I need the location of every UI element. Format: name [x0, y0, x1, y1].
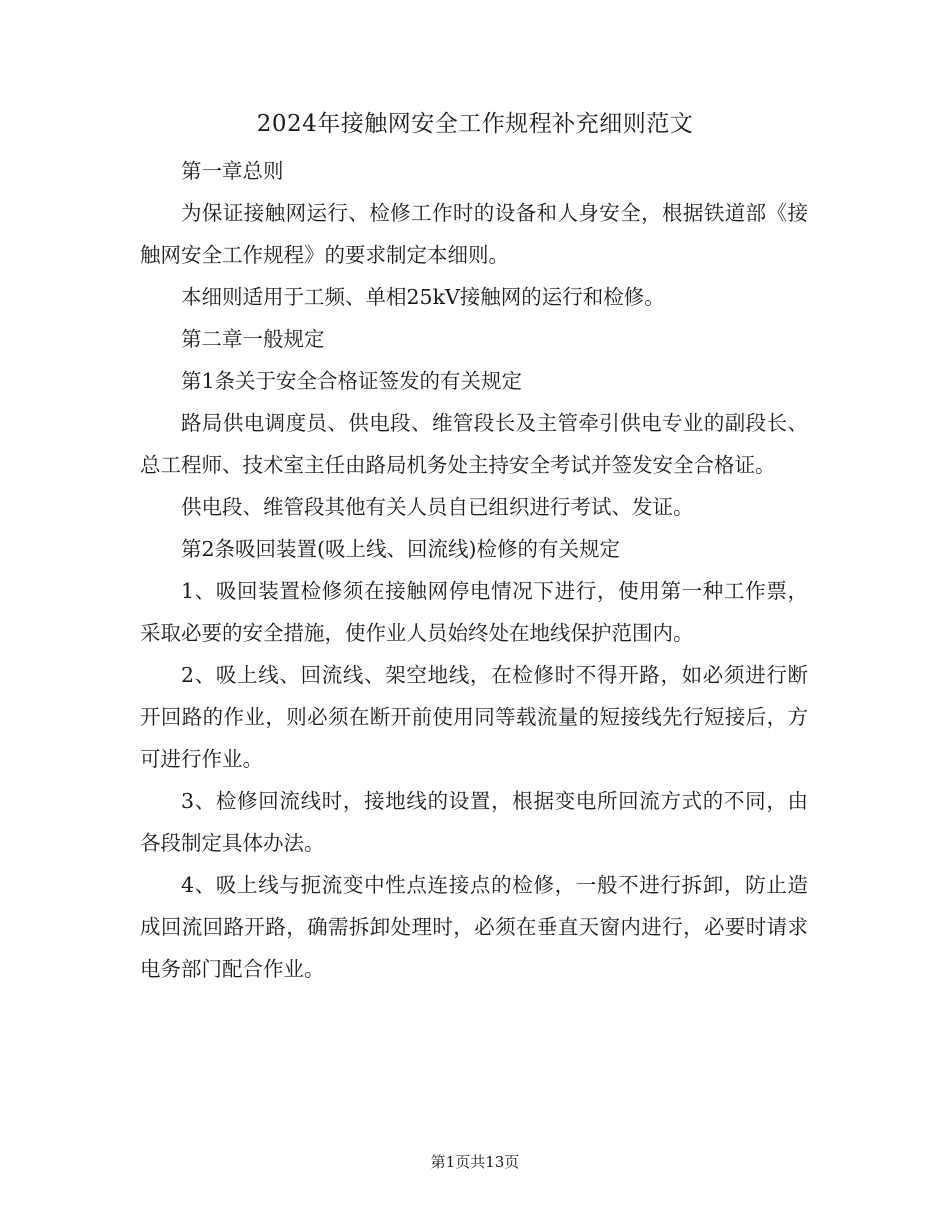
- list-item: 1、吸回装置检修须在接触网停电情况下进行，使用第一种工作票，采取必要的安全措施，使作业人员始终处在地线保护范围内。: [140, 579, 808, 645]
- paragraph: 供电段、维管段其他有关人员自已组织进行考试、发证。: [181, 495, 694, 519]
- paragraph: 路局供电调度员、供电段、维管段长及主管牵引供电专业的副段长、总工程师、技术室主任由路局机务处主持安全考试并签发安全合格证。: [140, 411, 808, 477]
- paragraph: 为保证接触网运行、检修工作时的设备和人身安全，根据铁道部《接触网安全工作规程》的要求制定本细则。: [140, 201, 808, 267]
- list-item: 4、吸上线与扼流变中性点连接点的检修，一般不进行拆卸，防止造成回流回路开路，确需拆卸处理时，必须在垂直天窗内进行，必要时请求电务部门配合作业。: [140, 873, 808, 981]
- chapter-heading: 第二章一般规定: [181, 327, 325, 351]
- paragraph: 本细则适用于工频、单相25kV接触网的运行和检修。: [181, 285, 665, 309]
- list-item: 2、吸上线、回流线、架空地线，在检修时不得开路，如必须进行断开回路的作业，则必须在断开前使用同等载流量的短接线先行短接后，方可进行作业。: [140, 663, 808, 771]
- article-heading: 第2条吸回装置(吸上线、回流线)检修的有关规定: [181, 537, 621, 561]
- article-heading: 第1条关于安全合格证签发的有关规定: [181, 369, 523, 393]
- list-item: 3、检修回流线时，接地线的设置，根据变电所回流方式的不同，由各段制定具体办法。: [140, 789, 808, 855]
- chapter-heading: 第一章总则: [181, 159, 284, 183]
- document-body: [140, 150, 808, 990]
- document-title: 2024年接触网安全工作规程补充细则范文: [256, 111, 694, 137]
- page-number: 第1页共13页: [430, 1153, 520, 1171]
